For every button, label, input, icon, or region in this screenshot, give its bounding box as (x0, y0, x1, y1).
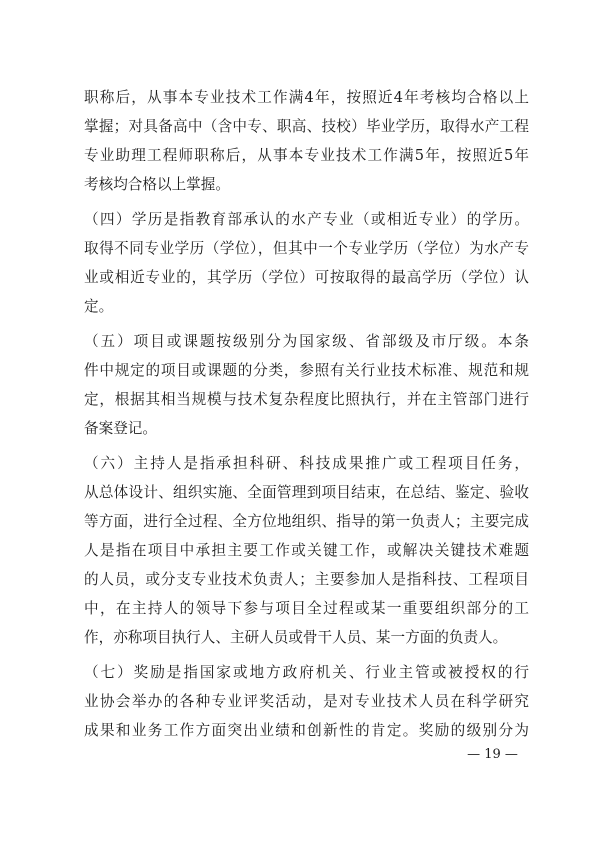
page-number: — 19 — (467, 747, 518, 762)
text-line: 定。 (84, 298, 114, 315)
text-line: 考核均合格以上掌握。 (84, 176, 230, 193)
body-text (84, 83, 529, 745)
text-line: 定，根据其相当规模与技术复杂程度比照执行，并在主管部门进行 (84, 391, 529, 408)
paragraph-education (84, 205, 529, 321)
text-line: （六）主持人是指承担科研、科技成果推广或工程项目任务， (84, 455, 529, 472)
paragraph-awards (84, 658, 529, 745)
text-line: （五）项目或课题按级别分为国家级、省部级及市厅级。本条 (84, 333, 529, 350)
text-line: （七）奖励是指国家或地方政府机关、行业主管或被授权的行 (84, 664, 529, 681)
text-line: 人是指在项目中承担主要工作或关键工作，或解决关键技术难题 (84, 542, 529, 559)
paragraph-host (84, 449, 529, 652)
text-line: 备案登记。 (84, 420, 157, 437)
text-line: 的人员，或分支专业技术负责人；主要参加人是指科技、工程项目 (84, 571, 529, 588)
text-line: 从总体设计、组织实施、全面管理到项目结束，在总结、鉴定、验收 (84, 484, 529, 501)
text-line: （四）学历是指教育部承认的水产专业（或相近专业）的学历。 (84, 211, 529, 228)
text-line: 业协会举办的各种专业评奖活动，是对专业技术人员在科学研究 (84, 693, 529, 710)
text-line: 件中规定的项目或课题的分类，参照有关行业技术标准、规范和规 (84, 362, 529, 379)
text-line: 业或相近专业的，其学历（学位）可按取得的最高学历（学位）认 (84, 269, 529, 286)
text-line: 作，亦称项目执行人、主研人员或骨干人员、某一方面的负责人。 (84, 629, 508, 646)
text-line: 掌握；对具备高中（含中专、职高、技校）毕业学历，取得水产工程 (84, 118, 529, 135)
text-line: 职称后，从事本专业技术工作满4年，按照近4年考核均合格以上 (84, 89, 529, 106)
text-line: 等方面，进行全过程、全方位地组织、指导的第一负责人；主要完成 (84, 513, 529, 530)
paragraph-projects (84, 327, 529, 443)
text-line: 专业助理工程师职称后，从事本专业技术工作满5年，按照近5年 (84, 147, 529, 164)
text-line: 取得不同专业学历（学位），但其中一个专业学历（学位）为水产专 (84, 240, 529, 257)
text-line: 成果和业务工作方面突出业绩和创新性的肯定。奖励的级别分为 (84, 722, 529, 739)
paragraph-continuation (84, 83, 529, 199)
text-line: 中，在主持人的领导下参与项目全过程或某一重要组织部分的工 (84, 600, 529, 617)
